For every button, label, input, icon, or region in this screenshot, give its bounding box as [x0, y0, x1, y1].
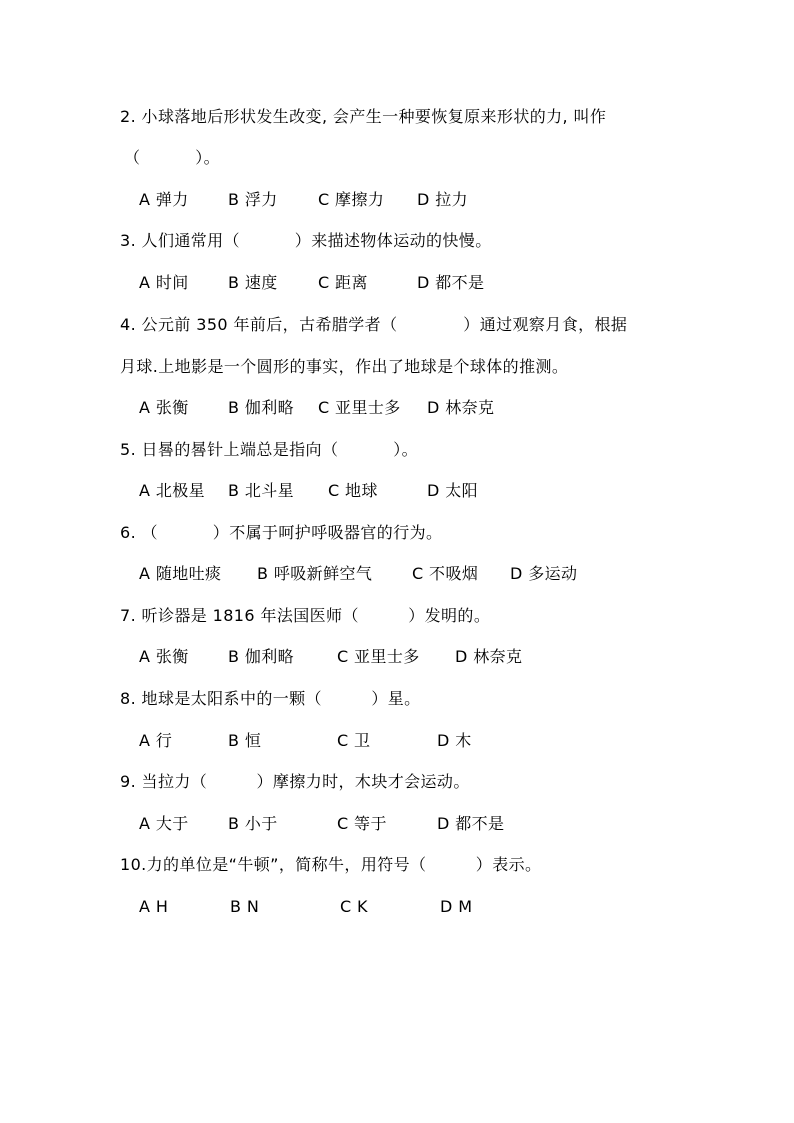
question-4-option-d: D 林奈克	[427, 398, 495, 417]
question-3-option-b: B 速度	[228, 273, 278, 292]
question-4-option-a: A 张衡	[139, 398, 189, 417]
question-10-option-d: D M	[440, 897, 473, 916]
question-8-text: 8. 地球是太阳系中的一颗（ ）星。	[120, 689, 421, 708]
question-6-option-a: A 随地吐痰	[139, 564, 222, 583]
question-9-text: 9. 当拉力（ ）摩擦力时，木块才会运动。	[120, 772, 470, 791]
question-5-option-d: D 太阳	[427, 481, 479, 500]
question-10-option-a: A H	[139, 897, 169, 916]
question-7-option-b: B 伽利略	[228, 647, 295, 666]
question-8-option-d: D 木	[437, 731, 472, 750]
question-9-option-c: C 等于	[337, 814, 387, 833]
question-4-text-line-1: 4. 公元前 350 年前后，古希腊学者（ ）通过观察月食，根据	[120, 315, 628, 334]
question-4-option-b: B 伽利略	[228, 398, 295, 417]
question-7-option-a: A 张衡	[139, 647, 189, 666]
question-2-option-d: D 拉力	[417, 190, 469, 209]
question-6-option-d: D 多运动	[510, 564, 578, 583]
question-5-option-c: C 地球	[328, 481, 378, 500]
question-10-option-c: C K	[340, 897, 368, 916]
question-6-option-b: B 呼吸新鲜空气	[257, 564, 373, 583]
question-3-option-a: A 时间	[139, 273, 189, 292]
question-5-option-b: B 北斗星	[228, 481, 295, 500]
question-7-option-c: C 亚里士多	[337, 647, 420, 666]
question-6-option-c: C 不吸烟	[412, 564, 479, 583]
question-2-option-a: A 弹力	[139, 190, 189, 209]
question-2-option-c: C 摩擦力	[318, 190, 385, 209]
question-2-text-line-1: 2. 小球落地后形状发生改变, 会产生一种要恢复原来形状的力, 叫作	[120, 107, 607, 126]
question-4-option-c: C 亚里士多	[318, 398, 401, 417]
question-9-option-a: A 大于	[139, 814, 189, 833]
question-10-option-b: B N	[230, 897, 260, 916]
question-4-text-line-2: 月球.上地影是一个圆形的事实，作出了地球是个球体的推测。	[120, 357, 569, 376]
question-7-option-d: D 林奈克	[455, 647, 523, 666]
question-3-text: 3. 人们通常用（ ）来描述物体运动的快慢。	[120, 231, 492, 250]
question-8-option-a: A 行	[139, 731, 173, 750]
question-10-text: 10.力的单位是“牛顿”，简称牛，用符号（ ）表示。	[120, 855, 542, 874]
question-3-option-c: C 距离	[318, 273, 368, 292]
question-6-text: 6. （ ）不属于呵护呼吸器官的行为。	[120, 523, 443, 542]
question-8-option-c: C 卫	[337, 731, 371, 750]
question-9-option-d: D 都不是	[437, 814, 505, 833]
question-5-option-a: A 北极星	[139, 481, 206, 500]
question-9-option-b: B 小于	[228, 814, 278, 833]
question-2-option-b: B 浮力	[228, 190, 278, 209]
question-5-text: 5. 日晷的晷针上端总是指向（ ）。	[120, 440, 419, 459]
question-3-option-d: D 都不是	[417, 273, 485, 292]
question-2-text-line-2: （ ）。	[124, 148, 221, 167]
question-8-option-b: B 恒	[228, 731, 262, 750]
question-7-text: 7. 听诊器是 1816 年法国医师（ ）发明的。	[120, 606, 491, 625]
